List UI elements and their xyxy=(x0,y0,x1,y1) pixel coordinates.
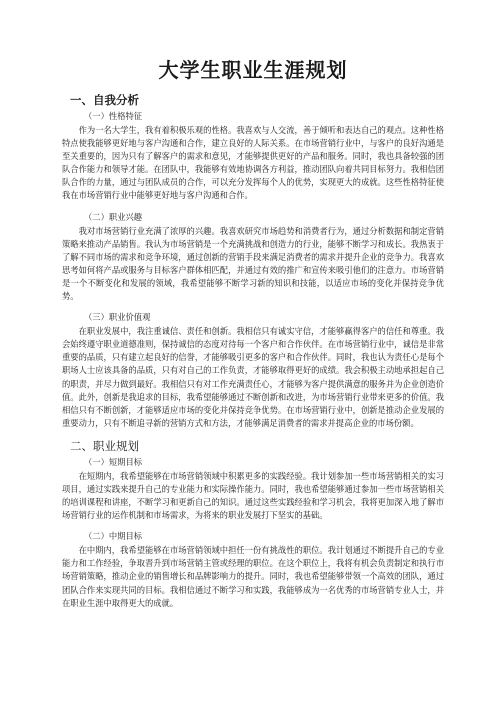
paragraph-personality: 作为一名大学生，我有着积极乐观的性格。我喜欢与人交流，善于倾听和表达自己的观点。这种性格特点使我能够更好地与客户沟通和合作，建立良好的人际关系。在市场营销行业中，与客户的良好沟通是至关重要的，因为只有了解客户的需求和意见，才能够提供更好的产品和服务。同时，我也具备较强的团队合作能力和领导才能。在团队中，我能够有效地协调各方利益，推动团队向着共同目标努力。我相信团队合作的力量，通过与团队成员的合作，可以充分发挥每个人的优势，实现更大的成就。这些性格特征使我在市场营销行业中能够更好地与客户沟通和合作。 xyxy=(62,125,444,201)
paragraph-career-interest: 我对市场营销行业充满了浓厚的兴趣。我喜欢研究市场趋势和消费者行为，通过分析数据和制定营销策略来推动产品销售。我认为市场营销是一个充满挑战和创造力的行业，能够不断学习和成长。我热衷于了解不同市场的需求和竞争环境，通过创新的营销手段来满足消费者的需求并提升企业的竞争力。我喜欢思考如何将产品或服务与目标客户群体相匹配，并通过有效的推广和宣传来吸引他们的注意力。市场营销是一个不断变化和发展的领域，我希望能够不断学习新的知识和技能，以适应市场的变化并保持竞争优势。 xyxy=(62,225,444,302)
section-heading-career-plan: 二、职业规划 xyxy=(70,438,139,453)
section-heading-self-analysis: 一、自我分析 xyxy=(70,93,139,107)
subsection-heading-mid-term: （二）中期目标 xyxy=(84,531,143,542)
subsection-heading-short-term: （一）短期目标 xyxy=(84,456,143,467)
document-title: 大学生职业生涯规划 xyxy=(158,58,348,82)
paragraph-short-term: 在短期内，我希望能够在市场营销领域中积累更多的实践经验。我计划参加一些市场营销相关的实习项目，通过实践来提升自己的专业能力和实际操作能力。同时，我也希望能够通过参加一些市场营销相关的培训课程和讲座，不断学习和更新自己的知识。通过这些实践经验和学习机会，我将更加深入地了解市场营销行业的运作机制和市场需求，为将来的职业发展打下坚实的基础。 xyxy=(62,470,444,521)
subsection-heading-personality: （一）性格特征 xyxy=(84,111,143,121)
subsection-heading-career-values: （三）职业价值观 xyxy=(84,312,151,323)
subsection-heading-career-interest: （二）职业兴趣 xyxy=(84,211,143,222)
paragraph-career-values: 在职业发展中，我注重诚信、责任和创新。我相信只有诚实守信，才能够赢得客户的信任和尊重。我会始终遵守职业道德准则，保持诚信的态度对待每一个客户和合作伙伴。在市场营销行业中，诚信是非常重要的品质，只有建立起良好的信誉，才能够吸引更多的客户和合作伙伴。同时，我也认为责任心是每个职场人士应该具备的品质，只有对自己的工作负责，才能够取得更好的成绩。我会积极主动地承担起自己的职责，并尽力做到最好。我相信只有对工作充满责任心，才能够为客户提供满意的服务并为企业创造价值。此外，创新是我追求的目标，我希望能够通过不断创新和改进，为市场营销行业带来更多的价值。我相信只有不断创新，才能够适应市场的变化并保持竞争优势。在市场营销行业中，创新是推动企业发展的重要动力，只有不断追寻新的营销方式和方法，才能够满足消费者的需求并提高企业的市场份额。 xyxy=(62,326,444,428)
paragraph-mid-term: 在中期内，我希望能够在市场营销领域中担任一份有挑战性的职位。我计划通过不断提升自己的专业能力和工作经验，争取晋升到市场营销主管或经理的职位。在这个职位上，我将有机会负责制定和执行市场营销策略，推动企业的销售增长和品牌影响力的提升。同时，我也希望能够带领一个高效的团队，通过团队合作来实现共同的目标。我相信通过不断学习和实践，我能够成为一名优秀的市场营销专业人士，并在职业生涯中取得更大的成就。 xyxy=(62,545,444,608)
